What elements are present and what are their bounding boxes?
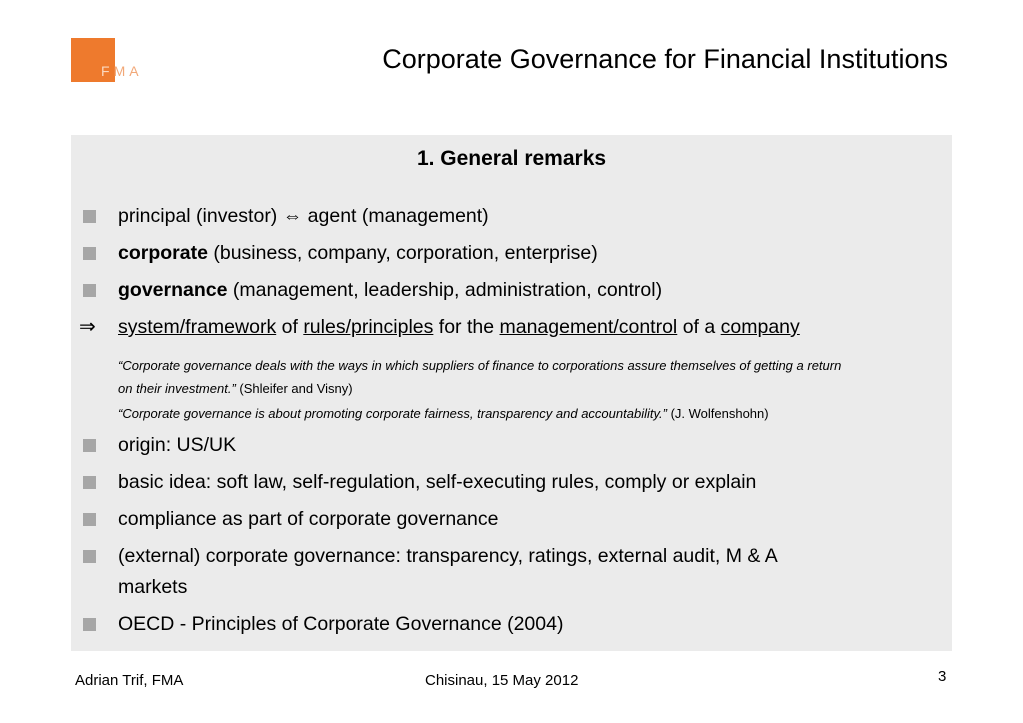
page-number: 3 [938,668,947,685]
quote-source: (Shleifer and Visny) [235,381,353,396]
bullet-principal-agent [118,201,932,232]
quote-text: “Corporate governance deals with the ways in which suppliers of finance to corporations assure themselves of getting a return [118,358,842,373]
bullet-basic-idea: basic idea: soft law, self-regulation, self-executing rules, comply or explain [118,471,757,493]
bullet-square-icon [83,476,96,489]
bullet-corporate [118,238,932,269]
system-framework-text: system/framework [118,316,277,338]
logo-text [101,63,143,79]
bullet-governance [118,275,932,306]
connector-text: of a [677,316,721,338]
management-control-text: management/control [499,316,678,338]
bullet-square-icon [83,210,96,223]
bullet-square-icon [83,284,96,297]
quote-text: on their investment.” [118,381,236,396]
bullet-external-governance-cont: markets [118,576,188,598]
quote-text: “Corporate governance is about promoting corporate fairness, transparency and accountability.” [118,406,667,421]
rules-principles-text: rules/principles [303,316,434,338]
bullet-external-governance: (external) corporate governance: transparency, ratings, external audit, M & A [118,545,778,567]
governance-term: governance [118,279,228,301]
logo-letters-ma: MA [113,63,143,79]
footer-author: Adrian Trif, FMA [75,672,184,689]
implies-arrow-icon: ⇒ [79,316,96,338]
bullet-square-icon [83,247,96,260]
quote-source: (J. Wolfenshohn) [666,406,769,421]
footer-location-date: Chisinau, 15 May 2012 [425,672,579,689]
logo-letter-f: F [101,63,114,79]
quote-shleifer-line1 [118,354,932,377]
bullet-square-icon [83,513,96,526]
bullet-square-icon [83,550,96,563]
bullet-definition [118,312,932,343]
bullet-square-icon [83,439,96,452]
corporate-term: corporate [118,242,208,264]
bullet-oecd: OECD - Principles of Corporate Governance (2004) [118,613,564,635]
bullet-square-icon [83,618,96,631]
fma-logo [71,38,151,84]
agent-text: agent (management) [307,205,489,227]
bullet-compliance: compliance as part of corporate governance [118,508,499,530]
section-heading: 1. General remarks [416,147,607,170]
quote-wolfensohn [118,402,932,425]
content-panel [71,135,952,651]
corporate-synonyms: (business, company, corporation, enterprise) [207,242,598,264]
governance-synonyms: (management, leadership, administration, control) [227,279,663,301]
connector-text: for the [433,316,500,338]
connector-text: of [276,316,304,338]
double-arrow-icon: ⇔ [282,205,303,227]
bullet-origin: origin: US/UK [118,434,237,456]
company-text: company [720,316,800,338]
quote-shleifer-line2 [118,377,932,400]
principal-text: principal (investor) [118,205,278,227]
slide-title: Corporate Governance for Financial Institutions [382,44,948,74]
